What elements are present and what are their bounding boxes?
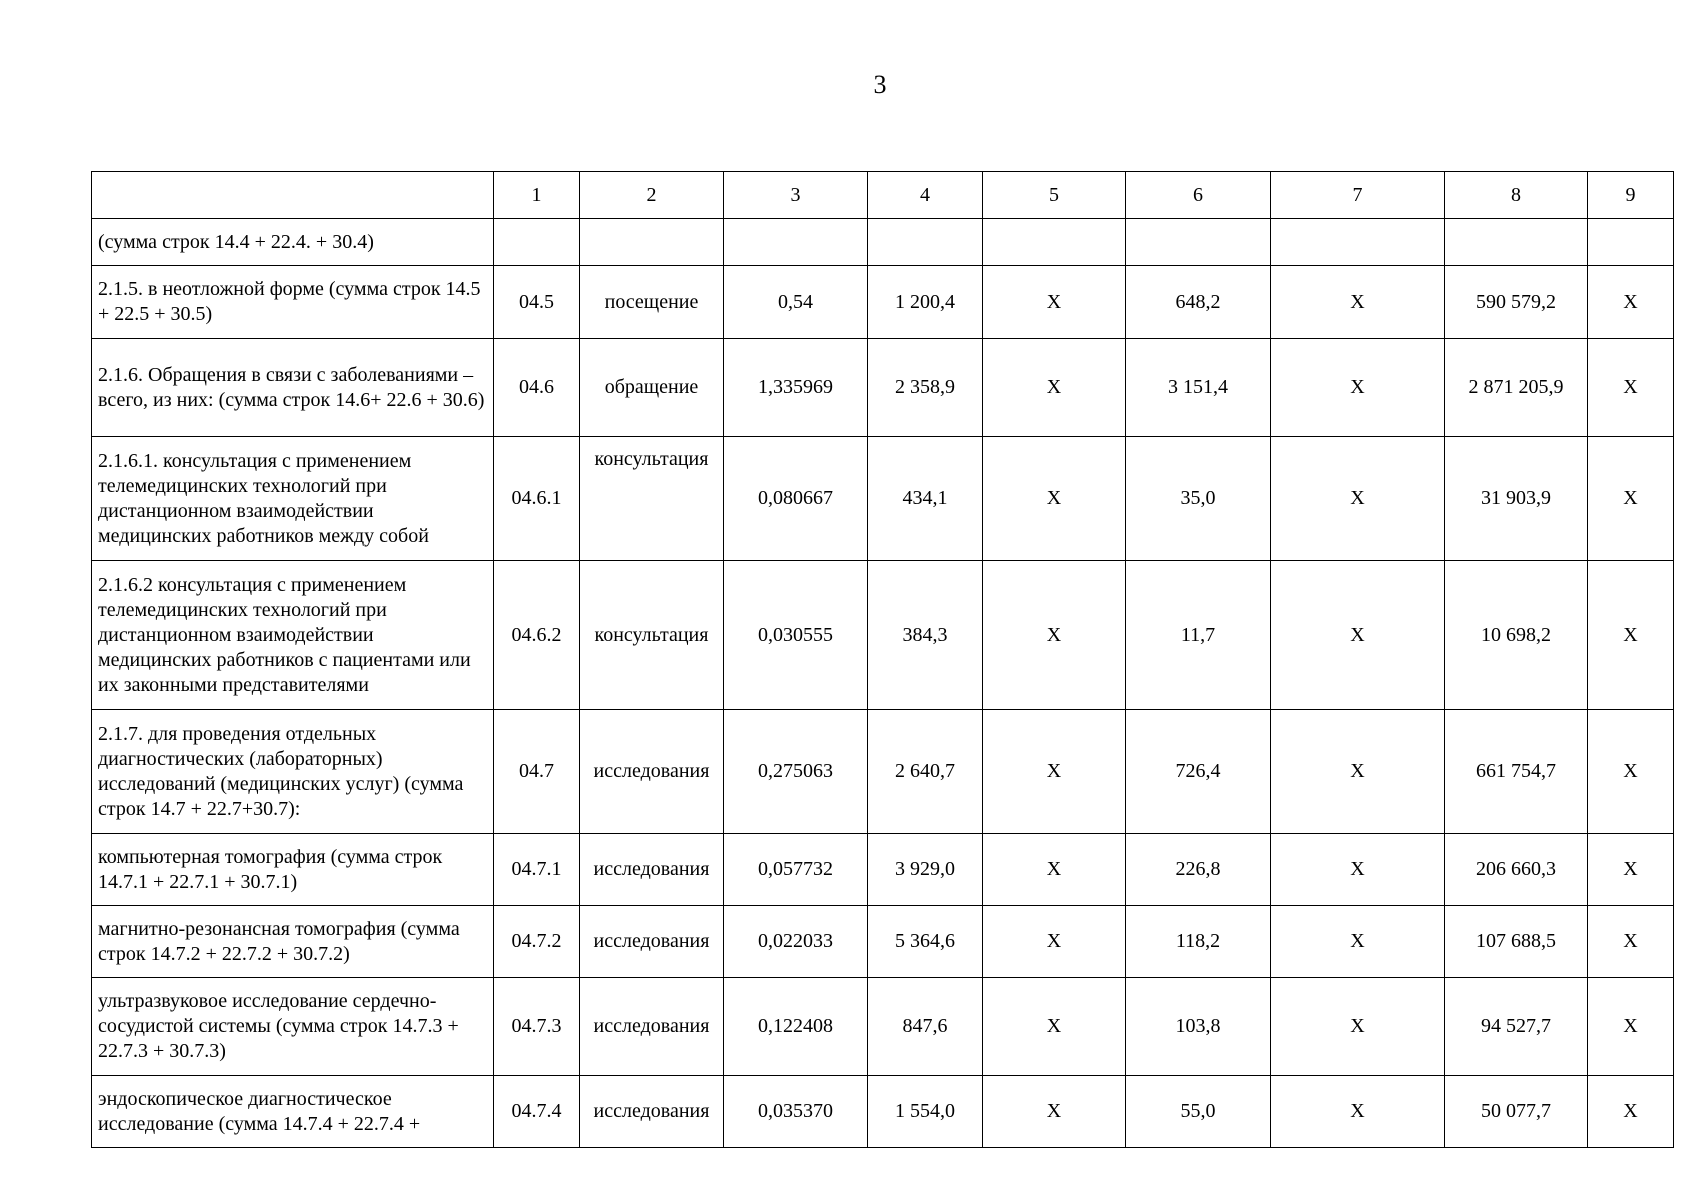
row-col-5: Х xyxy=(983,266,1126,339)
row-col-8: 107 688,5 xyxy=(1445,906,1588,978)
row-col-6: 226,8 xyxy=(1126,834,1271,906)
row-col-8 xyxy=(1445,219,1588,266)
row-col-8: 10 698,2 xyxy=(1445,561,1588,710)
row-col-9: Х xyxy=(1588,834,1674,906)
row-col-8: 31 903,9 xyxy=(1445,437,1588,561)
row-line-code: 04.7 xyxy=(494,710,580,834)
row-line-code: 04.7.4 xyxy=(494,1076,580,1148)
header-cell-7: 7 xyxy=(1271,172,1445,219)
table-row xyxy=(92,339,1674,437)
row-col-4: 434,1 xyxy=(868,437,983,561)
row-col-3: 0,080667 xyxy=(724,437,868,561)
row-unit: консультация xyxy=(580,561,724,710)
row-description: компьютерная томография (сумма строк 14.7.1 + 22.7.1 + 30.7.1) xyxy=(92,834,494,906)
table-row xyxy=(92,437,1674,561)
row-col-3: 0,035370 xyxy=(724,1076,868,1148)
row-line-code: 04.5 xyxy=(494,266,580,339)
row-col-9 xyxy=(1588,219,1674,266)
row-line-code: 04.6.2 xyxy=(494,561,580,710)
row-col-7: Х xyxy=(1271,906,1445,978)
header-cell-8: 8 xyxy=(1445,172,1588,219)
table-row xyxy=(92,561,1674,710)
row-description: 2.1.6. Обращения в связи с заболеваниями – всего, из них: (сумма строк 14.6+ 22.6 + 30.6) xyxy=(92,339,494,437)
header-cell-3: 3 xyxy=(724,172,868,219)
table-row xyxy=(92,710,1674,834)
row-col-3: 0,057732 xyxy=(724,834,868,906)
data-table xyxy=(91,171,1674,1148)
row-col-9: Х xyxy=(1588,339,1674,437)
table-row xyxy=(92,834,1674,906)
row-col-8: 590 579,2 xyxy=(1445,266,1588,339)
row-col-9: Х xyxy=(1588,906,1674,978)
row-col-6: 648,2 xyxy=(1126,266,1271,339)
row-line-code: 04.7.1 xyxy=(494,834,580,906)
row-col-7: Х xyxy=(1271,339,1445,437)
header-cell-5: 5 xyxy=(983,172,1126,219)
row-unit: посещение xyxy=(580,266,724,339)
table-row xyxy=(92,1076,1674,1148)
row-col-8: 2 871 205,9 xyxy=(1445,339,1588,437)
row-description: ультразвуковое исследование сердечно-сосудистой системы (сумма строк 14.7.3 + 22.7.3 + 30.7.3) xyxy=(92,978,494,1076)
row-col-8: 94 527,7 xyxy=(1445,978,1588,1076)
row-col-4: 1 554,0 xyxy=(868,1076,983,1148)
row-col-6: 726,4 xyxy=(1126,710,1271,834)
header-row xyxy=(92,172,1674,219)
row-line-code: 04.7.2 xyxy=(494,906,580,978)
row-description: 2.1.5. в неотложной форме (сумма строк 14.5 + 22.5 + 30.5) xyxy=(92,266,494,339)
row-col-9: Х xyxy=(1588,437,1674,561)
row-col-3: 0,022033 xyxy=(724,906,868,978)
header-cell-2: 2 xyxy=(580,172,724,219)
row-col-5: Х xyxy=(983,437,1126,561)
row-col-8: 50 077,7 xyxy=(1445,1076,1588,1148)
row-col-5: Х xyxy=(983,978,1126,1076)
row-col-4: 3 929,0 xyxy=(868,834,983,906)
row-col-7: Х xyxy=(1271,834,1445,906)
row-description: магнитно-резонансная томография (сумма строк 14.7.2 + 22.7.2 + 30.7.2) xyxy=(92,906,494,978)
table-row xyxy=(92,219,1674,266)
row-col-5: Х xyxy=(983,710,1126,834)
row-col-7: Х xyxy=(1271,561,1445,710)
row-col-6: 103,8 xyxy=(1126,978,1271,1076)
row-line-code xyxy=(494,219,580,266)
header-cell-9: 9 xyxy=(1588,172,1674,219)
row-col-6: 35,0 xyxy=(1126,437,1271,561)
row-col-5: Х xyxy=(983,834,1126,906)
row-col-5 xyxy=(983,219,1126,266)
row-col-7: Х xyxy=(1271,266,1445,339)
row-line-code: 04.6 xyxy=(494,339,580,437)
row-unit: обращение xyxy=(580,339,724,437)
row-col-7: Х xyxy=(1271,437,1445,561)
header-cell-4: 4 xyxy=(868,172,983,219)
row-col-9: Х xyxy=(1588,561,1674,710)
row-col-6: 3 151,4 xyxy=(1126,339,1271,437)
row-col-3: 0,122408 xyxy=(724,978,868,1076)
row-col-3: 0,54 xyxy=(724,266,868,339)
row-col-7: Х xyxy=(1271,710,1445,834)
row-unit: исследования xyxy=(580,906,724,978)
row-col-4: 384,3 xyxy=(868,561,983,710)
row-col-8: 661 754,7 xyxy=(1445,710,1588,834)
row-col-4: 5 364,6 xyxy=(868,906,983,978)
row-col-3: 0,275063 xyxy=(724,710,868,834)
row-col-5: Х xyxy=(983,906,1126,978)
row-col-6: 55,0 xyxy=(1126,1076,1271,1148)
row-col-3: 0,030555 xyxy=(724,561,868,710)
row-description: 2.1.7. для проведения отдельных диагностических (лабораторных) исследований (медицинских услуг) (сумма строк 14.7 + 22.7+30.7): xyxy=(92,710,494,834)
row-col-3 xyxy=(724,219,868,266)
row-description: эндоскопическое диагностическое исследование (сумма 14.7.4 + 22.7.4 + xyxy=(92,1076,494,1148)
row-col-5: Х xyxy=(983,339,1126,437)
row-col-7: Х xyxy=(1271,978,1445,1076)
row-unit xyxy=(580,219,724,266)
row-description: (сумма строк 14.4 + 22.4. + 30.4) xyxy=(92,219,494,266)
row-col-9: Х xyxy=(1588,266,1674,339)
row-col-4: 1 200,4 xyxy=(868,266,983,339)
row-col-4: 2 358,9 xyxy=(868,339,983,437)
row-description: 2.1.6.2 консультация с применением телемедицинских технологий при дистанционном взаимодействии медицинских работников с пациентами или их законными представителями xyxy=(92,561,494,710)
row-col-7 xyxy=(1271,219,1445,266)
header-cell-1: 1 xyxy=(494,172,580,219)
table-row xyxy=(92,906,1674,978)
page-number: 3 xyxy=(873,70,887,99)
row-line-code: 04.7.3 xyxy=(494,978,580,1076)
row-col-5: Х xyxy=(983,1076,1126,1148)
row-unit: исследования xyxy=(580,710,724,834)
row-col-4 xyxy=(868,219,983,266)
row-col-6 xyxy=(1126,219,1271,266)
row-col-7: Х xyxy=(1271,1076,1445,1148)
row-col-8: 206 660,3 xyxy=(1445,834,1588,906)
header-cell-desc xyxy=(92,172,494,219)
row-col-9: Х xyxy=(1588,978,1674,1076)
row-col-6: 118,2 xyxy=(1126,906,1271,978)
row-col-3: 1,335969 xyxy=(724,339,868,437)
row-col-9: Х xyxy=(1588,1076,1674,1148)
row-col-9: Х xyxy=(1588,710,1674,834)
row-line-code: 04.6.1 xyxy=(494,437,580,561)
row-col-5: Х xyxy=(983,561,1126,710)
header-cell-6: 6 xyxy=(1126,172,1271,219)
row-unit: консультация xyxy=(580,437,724,561)
row-description: 2.1.6.1. консультация с применением телемедицинских технологий при дистанционном взаимодействии медицинских работников между собой xyxy=(92,437,494,561)
row-col-4: 847,6 xyxy=(868,978,983,1076)
row-col-4: 2 640,7 xyxy=(868,710,983,834)
table-row xyxy=(92,978,1674,1076)
row-unit: исследования xyxy=(580,834,724,906)
row-col-6: 11,7 xyxy=(1126,561,1271,710)
row-unit: исследования xyxy=(580,978,724,1076)
table-row xyxy=(92,266,1674,339)
row-unit: исследования xyxy=(580,1076,724,1148)
